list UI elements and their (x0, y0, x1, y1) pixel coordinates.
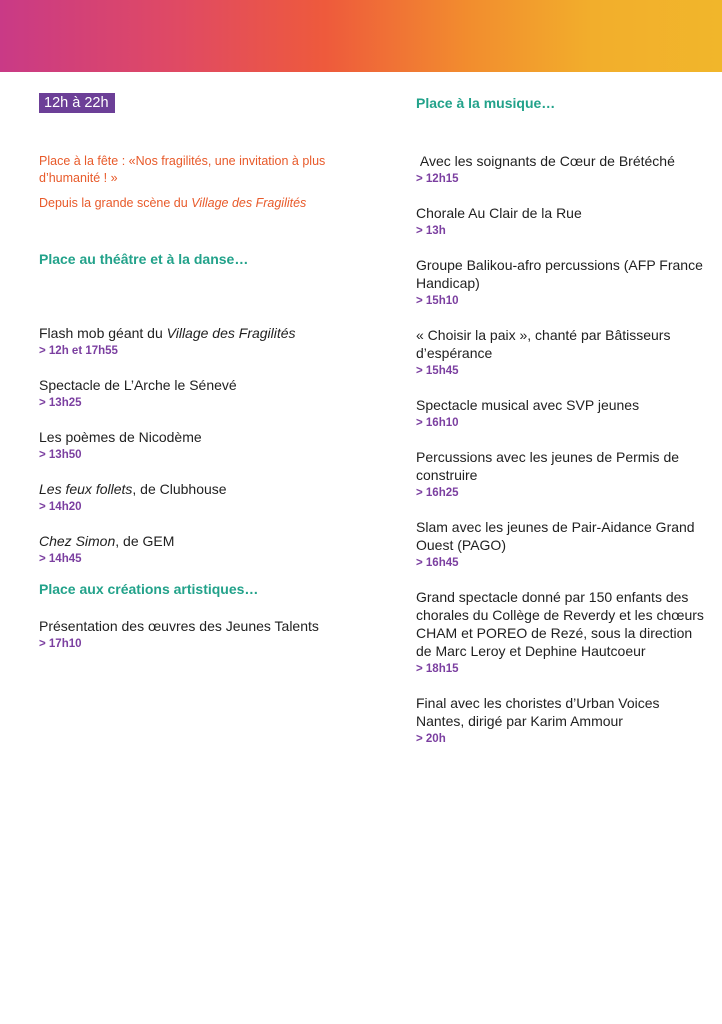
event-item (416, 396, 706, 431)
event-time: > 13h25 (39, 397, 82, 409)
event-item (416, 588, 706, 677)
event-title: Final avec les choristes d’Urban Voices Nantes, dirigé par Karim Ammour (416, 695, 660, 729)
event-time: > 12h15 (416, 173, 459, 185)
event-time: > 20h (416, 733, 446, 745)
intro-line-1: Place à la fête : «Nos fragilités, une invitation à plus d’humanité ! » (39, 154, 326, 185)
intro-line-2 (39, 195, 359, 212)
event-time: > 14h20 (39, 501, 82, 513)
event-time: > 16h10 (416, 417, 459, 429)
event-time: > 14h45 (39, 553, 82, 565)
event-time: > 17h10 (39, 638, 82, 650)
event-item (416, 204, 706, 239)
event-title: Avec les soignants de Cœur de Brétéché (416, 153, 675, 169)
event-title-suffix: , de Clubhouse (132, 481, 227, 497)
theatre-event-list (39, 324, 359, 567)
intro-line-2-italic: Village des Fragilités (191, 196, 307, 210)
event-time: > 12h et 17h55 (39, 345, 118, 357)
event-time: > 16h45 (416, 557, 459, 569)
intro-line-2-prefix: Depuis la grande scène du (39, 196, 192, 210)
section-title-music: Place à la musique… (416, 95, 556, 111)
event-item (39, 617, 359, 652)
event-title-prefix: Les poèmes de Nicodème (39, 429, 202, 445)
event-title: « Choisir la paix », chanté par Bâtisseurs d’espérance (416, 327, 671, 361)
event-item (39, 532, 359, 567)
event-title: Chorale Au Clair de la Rue (416, 205, 582, 221)
right-column (416, 93, 706, 747)
event-title: Slam avec les jeunes de Pair-Aidance Grand Ouest (PAGO) (416, 519, 695, 553)
left-column (39, 93, 359, 652)
event-time: > 16h25 (416, 487, 459, 499)
music-event-list (416, 152, 706, 747)
event-title: Grand spectacle donné par 150 enfants des chorales du Collège de Reverdy et les chœurs CHAM et POREO de Rezé, sous la direction de Marc Leroy et Dephine Hautcoeur (416, 589, 704, 659)
section-title-theatre: Place au théâtre et à la danse… (39, 251, 249, 267)
event-title: Présentation des œuvres des Jeunes Talents (39, 618, 319, 634)
event-item (39, 480, 359, 515)
event-title: Spectacle musical avec SVP jeunes (416, 397, 640, 413)
event-title: Percussions avec les jeunes de Permis de construire (416, 449, 680, 483)
event-time: > 13h (416, 225, 446, 237)
event-item (416, 326, 706, 379)
event-item (416, 152, 706, 187)
arts-event-list (39, 617, 359, 652)
event-item (416, 256, 706, 309)
event-title-italic: Les feux follets (39, 481, 133, 497)
event-item (416, 518, 706, 571)
event-title-prefix: Flash mob géant du (39, 325, 167, 341)
section-title-arts: Place aux créations artistiques… (39, 581, 259, 597)
event-title-suffix: , de GEM (115, 533, 175, 549)
time-range-badge: 12h à 22h (39, 93, 115, 113)
event-item (39, 376, 359, 411)
event-title-italic: Chez Simon (39, 533, 116, 549)
event-item (416, 448, 706, 501)
event-item (416, 694, 706, 747)
event-time: > 13h50 (39, 449, 82, 461)
event-item (39, 324, 359, 359)
event-time: > 18h15 (416, 663, 459, 675)
event-time: > 15h10 (416, 295, 459, 307)
event-title-italic: Village des Fragilités (166, 325, 296, 341)
event-title: Groupe Balikou-afro percussions (AFP France Handicap) (416, 257, 703, 291)
event-title-prefix: Spectacle de L’Arche le Sénevé (39, 377, 237, 393)
top-gradient-band (0, 0, 722, 72)
event-time: > 15h45 (416, 365, 459, 377)
event-item (39, 428, 359, 463)
